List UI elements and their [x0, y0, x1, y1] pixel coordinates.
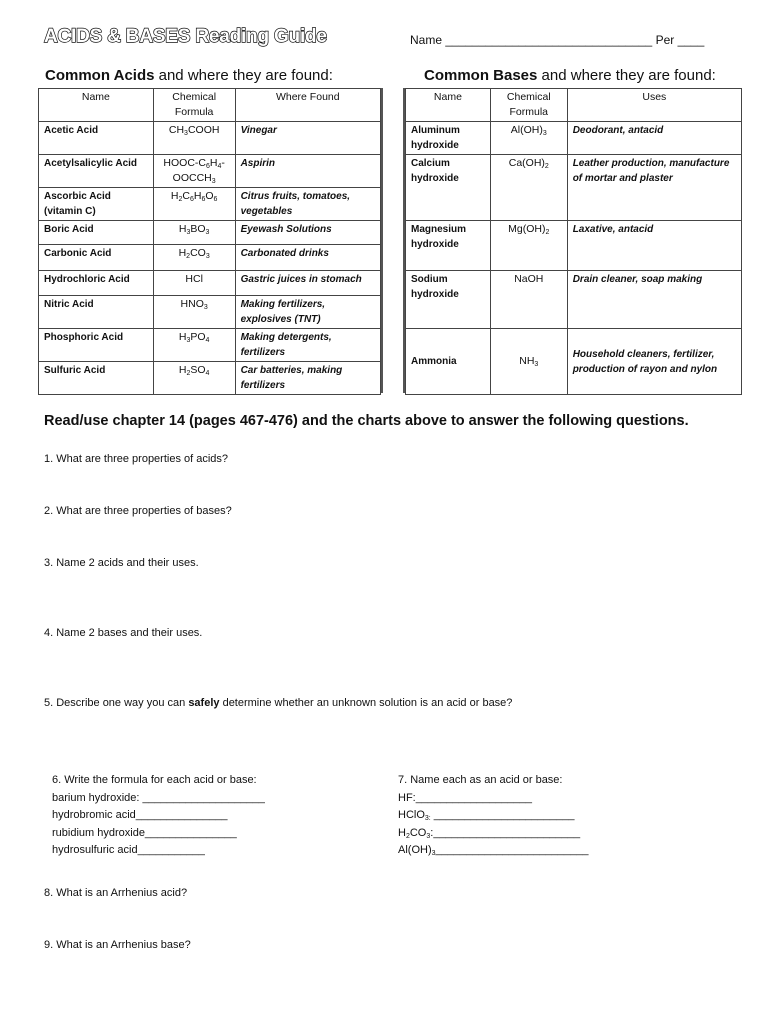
acids-col-formula: Chemical Formula — [153, 89, 235, 122]
acid-found: Citrus fruits, tomatoes, vegetables — [235, 188, 380, 221]
acid-found: Making detergents, fertilizers — [235, 329, 380, 362]
table-row — [406, 329, 742, 395]
question-3: 3. Name 2 acids and their uses. — [44, 557, 199, 569]
base-name: Sodium hydroxide — [406, 271, 491, 329]
acid-found: Gastric juices in stomach — [235, 271, 380, 296]
acid-name: Hydrochloric Acid — [39, 271, 154, 296]
acid-formula: $H_2C_6H_6O_6$ — [153, 188, 235, 221]
acid-found: Aspirin — [235, 155, 380, 188]
base-uses: Leather production, manufacture of mortar and plaster — [567, 155, 741, 221]
acid-formula: HCl — [153, 271, 235, 296]
base-uses: Laxative, antacid — [567, 221, 741, 271]
acid-formula: $H_3BO_3$ — [153, 221, 235, 245]
question-9: 9. What is an Arrhenius base? — [44, 939, 191, 951]
acids-col-name: Name — [39, 89, 154, 122]
base-uses: Deodorant, antacid — [567, 122, 741, 155]
table-row — [39, 221, 381, 245]
acid-formula: HOOC-$C_6H_4-$ $OOCCH_3$ — [153, 155, 235, 188]
base-formula: $Al(OH)_3$ — [490, 122, 567, 155]
table-row — [39, 155, 381, 188]
table-row — [406, 271, 742, 329]
question-1: 1. What are three properties of acids? — [44, 453, 229, 465]
question-8: 8. What is an Arrhenius acid? — [44, 887, 188, 899]
acid-found: Making fertilizers, explosives (TNT) — [235, 296, 380, 329]
question-6-heading: 6. Write the formula for each acid or base: — [52, 774, 257, 786]
acid-name: Boric Acid — [39, 221, 154, 245]
bases-col-formula: Chemical Formula — [490, 89, 567, 122]
table-row — [39, 122, 381, 155]
table-row — [406, 155, 742, 221]
name-period-field[interactable]: Name _______________________________ Per ____ — [410, 33, 705, 47]
question-2: 2. What are three properties of bases? — [44, 505, 232, 517]
acids-heading-bold: Common Acids — [45, 67, 155, 84]
question-6 — [52, 772, 265, 860]
base-name: Ammonia — [406, 329, 491, 395]
bases-heading-rest: and where they are found: — [537, 67, 716, 84]
acid-formula: $H_3PO_4$ — [153, 329, 235, 362]
acid-name: Carbonic Acid — [39, 245, 154, 271]
question-7 — [398, 772, 588, 860]
acid-formula: $CH_3COOH$ — [153, 122, 235, 155]
bases-col-name: Name — [406, 89, 491, 122]
question-4: 4. Name 2 bases and their uses. — [44, 627, 203, 639]
table-row — [39, 271, 381, 296]
question-6-item[interactable]: hydrobromic acid_______________ — [52, 809, 228, 821]
page-title: ACIDS & BASES Reading Guide — [44, 26, 327, 47]
table-row — [39, 296, 381, 329]
base-name: Magnesium hydroxide — [406, 221, 491, 271]
table-row — [39, 188, 381, 221]
acid-formula: $HNO_3$ — [153, 296, 235, 329]
acid-name: Sulfuric Acid — [39, 362, 154, 395]
question-7-item[interactable]: HClO$_{3:}$ _______________________ — [398, 809, 575, 822]
question-7-item[interactable]: $Al(OH)_3\_\_\_\_\_\_\_\_\_\_\_\_\_\_\_\_\_\_\_\_\_\_\_\_\_$ — [398, 844, 589, 857]
acid-formula: $H_2CO_3$ — [153, 245, 235, 271]
base-uses: Drain cleaner, soap making — [567, 271, 741, 329]
table-row — [39, 245, 381, 271]
question-5-bold: safely — [188, 697, 220, 709]
base-uses: Household cleaners, fertilizer, production of rayon and nylon — [567, 329, 741, 395]
question-6-item[interactable]: hydrosulfuric acid___________ — [52, 844, 205, 856]
question-7-item[interactable]: HF:___________________ — [398, 791, 532, 804]
table-row — [406, 122, 742, 155]
acid-name: Acetylsalicylic Acid — [39, 155, 154, 188]
question-5 — [44, 697, 512, 709]
base-formula: $Ca(OH)_2$ — [490, 155, 567, 221]
acid-found: Vinegar — [235, 122, 380, 155]
question-6-item[interactable]: barium hydroxide: ____________________ — [52, 791, 265, 804]
base-name: Aluminum hydroxide — [406, 122, 491, 155]
bases-heading — [424, 67, 716, 84]
bases-table — [405, 88, 742, 395]
acid-name: Acetic Acid — [39, 122, 154, 155]
acid-found: Car batteries, making fertilizers — [235, 362, 380, 395]
bases-col-uses: Uses — [567, 89, 741, 122]
table-row — [39, 362, 381, 395]
acids-heading — [45, 67, 333, 84]
table-row — [406, 221, 742, 271]
acid-found: Eyewash Solutions — [235, 221, 380, 245]
acid-formula: $H_2SO_4$ — [153, 362, 235, 395]
acid-name: Phosphoric Acid — [39, 329, 154, 362]
acid-name: Nitric Acid — [39, 296, 154, 329]
acids-col-found: Where Found — [235, 89, 380, 122]
acid-name: Ascorbic Acid (vitamin C) — [39, 188, 154, 221]
question-6-item[interactable]: rubidium hydroxide_______________ — [52, 826, 237, 839]
base-formula: $NH_3$ — [490, 329, 567, 395]
acid-found: Carbonated drinks — [235, 245, 380, 271]
question-5-pre: 5. Describe one way you can — [44, 697, 189, 709]
acids-table — [38, 88, 381, 395]
table-row — [39, 329, 381, 362]
base-formula: $Mg(OH)_2$ — [490, 221, 567, 271]
bases-heading-bold: Common Bases — [424, 67, 538, 84]
question-7-heading: 7. Name each as an acid or base: — [398, 774, 563, 786]
question-7-item[interactable]: $H_2CO_3:\_\_\_\_\_\_\_\_\_\_\_\_\_\_\_\_\_\_\_\_\_\_\_\_$ — [398, 826, 581, 840]
question-5-post: determine whether an unknown solution is an acid or base? — [219, 697, 513, 709]
acids-heading-rest: and where they are found: — [154, 67, 333, 84]
base-name: Calcium hydroxide — [406, 155, 491, 221]
base-formula: NaOH — [490, 271, 567, 329]
instructions: Read/use chapter 14 (pages 467-476) and the charts above to answer the following questions. — [44, 413, 689, 429]
